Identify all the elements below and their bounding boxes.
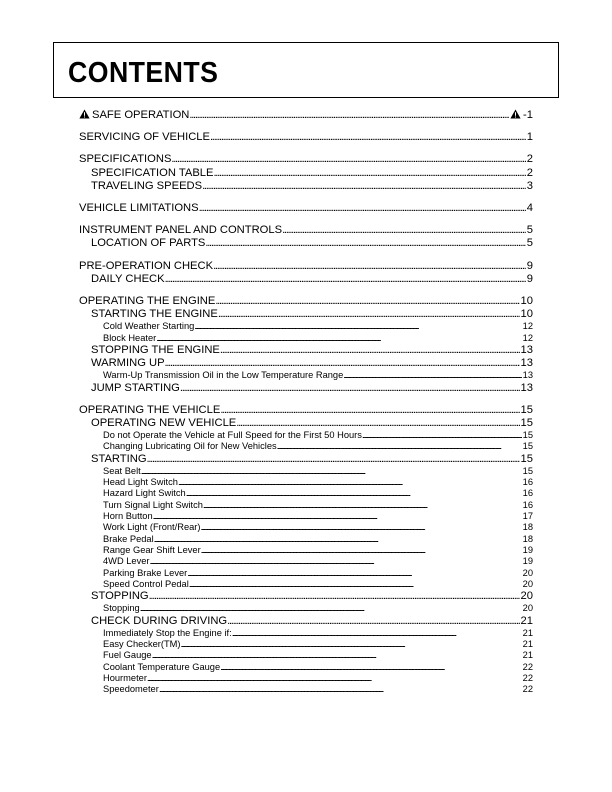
toc-entry-page-number: -1: [523, 109, 533, 121]
toc-entry-text: STOPPING THE ENGINE: [91, 343, 220, 356]
dot-leader: [189, 579, 522, 590]
toc-entry[interactable]: [79, 673, 533, 684]
toc-entry-page: [522, 650, 533, 661]
toc-entry-text: Changing Lubricating Oil for New Vehicles: [103, 441, 277, 452]
toc-entry-page: [522, 628, 533, 639]
dot-leader: [180, 382, 520, 395]
toc-entry-page: [520, 417, 533, 430]
dot-leader: [203, 500, 522, 511]
toc-entry-text: JUMP STARTING: [91, 381, 180, 394]
toc-entry[interactable]: [79, 109, 533, 122]
toc-entry[interactable]: [79, 224, 533, 237]
toc-entry-page-number: 9: [526, 272, 533, 285]
toc-entry[interactable]: [79, 295, 533, 308]
dot-leader: [153, 511, 522, 522]
toc-entry-page-number: 5: [526, 237, 533, 250]
toc-entry[interactable]: [79, 639, 533, 650]
toc-entry-label: [91, 417, 236, 430]
toc-entry-page-number: 22: [522, 661, 533, 672]
toc-entry[interactable]: [79, 180, 533, 193]
dot-leader: [277, 441, 522, 452]
toc-entry-label: [103, 534, 154, 545]
toc-entry-page: [522, 579, 533, 590]
toc-entry[interactable]: [79, 153, 533, 166]
toc-entry-label: [103, 603, 140, 614]
toc-entry-page-number: 22: [522, 672, 533, 683]
dot-leader: [282, 224, 526, 237]
toc-entry-text: Horn Button: [103, 511, 153, 522]
toc-entry-page-number: 13: [520, 381, 533, 394]
toc-entry[interactable]: [79, 684, 533, 695]
dot-leader: [220, 344, 520, 357]
toc-entry-text: Speedometer: [103, 684, 159, 695]
toc-entry-page: [526, 260, 533, 273]
toc-entry-text: OPERATING NEW VEHICLE: [91, 416, 237, 429]
toc-entry[interactable]: [79, 579, 533, 590]
dot-leader: [213, 167, 525, 180]
toc-entry-page-number: 2: [526, 166, 533, 179]
toc-entry-page-number: 15: [522, 430, 533, 441]
toc-entry-page-number: 15: [522, 441, 533, 452]
toc-entry-page-number: 17: [522, 511, 533, 522]
toc-entry-page: [522, 370, 533, 381]
toc-entry-text: STARTING THE ENGINE: [91, 308, 218, 321]
toc-entry-page: [526, 167, 533, 180]
toc-entry-page-number: 19: [522, 556, 533, 567]
toc-entry-page-number: 20: [522, 603, 533, 614]
toc-entry-page: [522, 534, 533, 545]
dot-leader: [210, 131, 526, 144]
toc-entry-page: [522, 511, 533, 522]
toc-entry-page: [526, 273, 533, 286]
toc-entry[interactable]: [79, 568, 533, 579]
toc-entry-page-number: 19: [522, 544, 533, 555]
toc-entry-page: [520, 295, 533, 308]
toc-entry-page: [526, 224, 533, 237]
toc-entry-page-number: 21: [522, 650, 533, 661]
toc-entry-label: [91, 273, 165, 286]
dot-leader: [205, 237, 525, 250]
toc-entry-page-number: 15: [522, 465, 533, 476]
toc-entry-text: LOCATION OF PARTS: [91, 237, 206, 250]
toc-entry-text: Seat Belt: [103, 465, 141, 476]
toc-entry-text: STARTING: [91, 452, 147, 465]
toc-entry[interactable]: [79, 628, 533, 639]
warning-triangle-icon: [510, 109, 521, 119]
dot-leader: [236, 417, 519, 430]
dot-leader: [232, 628, 522, 639]
dot-leader: [215, 295, 519, 308]
toc-entry-text: CHECK DURING DRIVING: [91, 614, 228, 627]
toc-entry-page: [526, 202, 533, 215]
dot-leader: [227, 615, 519, 628]
toc-entry[interactable]: [79, 430, 533, 441]
toc-entry[interactable]: [79, 404, 533, 417]
toc-entry-page-number: 20: [522, 578, 533, 589]
toc-entry-page-number: 20: [522, 567, 533, 578]
toc-entry-page-number: 18: [522, 533, 533, 544]
toc-entry-page: [526, 180, 533, 193]
toc-entry-page: [520, 404, 533, 417]
toc-entry-text: TRAVELING SPEEDS: [91, 179, 203, 192]
toc-entry-page: [520, 344, 533, 357]
toc-entry-text: Turn Signal Light Switch: [103, 499, 203, 510]
toc-entry-label: [103, 441, 277, 452]
toc-entry-page: [522, 488, 533, 499]
toc-entry-text: SERVICING OF VEHICLE: [79, 131, 210, 144]
toc-entry-label: [79, 260, 213, 273]
toc-entry-page-number: 12: [522, 321, 533, 332]
toc-entry-page-number: 15: [520, 452, 533, 465]
toc-entry-label: [103, 650, 152, 661]
toc-entry-page-number: 16: [522, 477, 533, 488]
toc-entry-label: [103, 579, 189, 590]
toc-entry-page: [520, 453, 533, 466]
toc-entry-text: Parking Brake Lever: [103, 567, 188, 578]
toc-entry-page-number: 21: [522, 639, 533, 650]
toc-entry-label: [91, 308, 218, 321]
toc-entry-page-number: 4: [526, 201, 533, 214]
toc-entry-text: WARMING UP: [91, 357, 165, 370]
toc-entry-text: STOPPING: [91, 590, 149, 603]
toc-entry-text: INSTRUMENT PANEL AND CONTROLS: [79, 224, 283, 237]
toc-entry-page: [526, 153, 533, 166]
dot-leader: [189, 109, 509, 122]
toc-entry-page: [522, 684, 533, 695]
toc-entry-page: [522, 321, 533, 332]
toc-entry-page-number: 22: [522, 684, 533, 695]
toc-entry-label: [91, 237, 205, 250]
toc-entry-label: [79, 131, 210, 144]
toc-entry-label: [91, 344, 220, 357]
toc-entry-label: [79, 224, 282, 237]
toc-entry-text: OPERATING THE ENGINE: [79, 294, 216, 307]
title-box: [53, 42, 559, 98]
dot-leader: [181, 639, 522, 650]
toc-entry-label: [103, 500, 203, 511]
toc-entry-page-number: 12: [522, 332, 533, 343]
toc-entry[interactable]: [79, 321, 533, 332]
toc-entry-text: Warm-Up Transmission Oil in the Low Temperature Range: [103, 370, 344, 381]
toc-entry-page: [526, 131, 533, 144]
toc-entry-text: OPERATING THE VEHICLE: [79, 403, 221, 416]
toc-entry-text: Coolant Temperature Gauge: [103, 661, 221, 672]
dot-leader: [147, 453, 520, 466]
toc-entry-page: [522, 466, 533, 477]
dot-leader: [186, 488, 522, 499]
toc-entry-label: [79, 153, 171, 166]
toc-entry-label: [103, 545, 201, 556]
toc-entry[interactable]: [79, 370, 533, 381]
dot-leader: [149, 590, 520, 603]
dot-leader: [343, 370, 521, 381]
toc-entry-page-number: 1: [526, 131, 533, 144]
toc-entry-page-number: 15: [520, 403, 533, 416]
dot-leader: [156, 333, 521, 344]
toc-entry[interactable]: [79, 511, 533, 522]
toc-entry-text: VEHICLE LIMITATIONS: [79, 201, 199, 214]
toc-entry-label: [103, 430, 362, 441]
toc-entry-text: Do not Operate the Vehicle at Full Speed for the First 50 Hours: [103, 430, 362, 441]
toc-entry-page: [522, 333, 533, 344]
toc-entry[interactable]: [79, 590, 533, 603]
toc-entry-page: [520, 590, 533, 603]
page-title: CONTENTS: [68, 57, 219, 89]
toc-entry-label: [79, 404, 220, 417]
toc-entry-page-number: 18: [522, 522, 533, 533]
toc-entry-text: Hourmeter: [103, 672, 147, 683]
toc-entry-page-number: 21: [522, 627, 533, 638]
toc-entry-label: [103, 511, 153, 522]
toc-entry-label: [79, 109, 189, 122]
toc-entry-text: Easy Checker(TM): [103, 639, 181, 650]
toc-entry-page: [520, 382, 533, 395]
toc-entry-page: [520, 308, 533, 321]
toc-entry-label: [103, 628, 232, 639]
toc-entry-page: [522, 477, 533, 488]
toc-entry-text: Stopping: [103, 603, 140, 614]
toc-entry-text: Block Heater: [103, 332, 157, 343]
toc-entry-label: [103, 488, 186, 499]
toc-entry[interactable]: [79, 466, 533, 477]
toc-entry-text: Head Light Switch: [103, 477, 178, 488]
toc-entry-text: PRE-OPERATION CHECK: [79, 259, 214, 272]
toc-entry[interactable]: [79, 441, 533, 452]
toc-entry-label: [91, 615, 227, 628]
dot-leader: [218, 308, 520, 321]
toc-entry-page-number: 9: [526, 259, 533, 272]
toc-entry-page: [522, 673, 533, 684]
dot-leader: [199, 202, 526, 215]
toc-entry-page-number: 16: [522, 488, 533, 499]
dot-leader: [201, 545, 522, 556]
dot-leader: [220, 404, 519, 417]
toc-entry-text: Brake Pedal: [103, 533, 154, 544]
dot-leader: [147, 673, 522, 684]
dot-leader: [152, 650, 522, 661]
toc-entry-text: Work Light (Front/Rear): [103, 522, 201, 533]
toc-entry-text: Cold Weather Starting: [103, 321, 195, 332]
toc-entry-page: [522, 568, 533, 579]
toc-entry-page: [520, 615, 533, 628]
toc-entry-page: [526, 237, 533, 250]
toc-entry-text: Immediately Stop the Engine if:: [103, 627, 232, 638]
toc-entry-page: [520, 357, 533, 370]
toc-entry-label: [103, 522, 200, 533]
toc-entry-label: [103, 321, 194, 332]
toc-entry[interactable]: [79, 650, 533, 661]
toc-entry-label: [103, 673, 147, 684]
toc-entry-page-number: 21: [520, 614, 533, 627]
toc-entry[interactable]: [79, 131, 533, 144]
toc-entry[interactable]: [79, 662, 533, 673]
toc-entry[interactable]: [79, 260, 533, 273]
toc-entry-text: Speed Control Pedal: [103, 578, 189, 589]
toc-entry-label: [103, 333, 156, 344]
toc-entry-text: 4WD Lever: [103, 556, 150, 567]
toc-entry-page: [522, 556, 533, 567]
toc-entry-text: Range Gear Shift Lever: [103, 544, 201, 555]
toc-entry[interactable]: [79, 344, 533, 357]
dot-leader: [171, 153, 525, 166]
toc-entry[interactable]: [79, 615, 533, 628]
toc-entry-page: [522, 639, 533, 650]
toc-entry-label: [103, 568, 187, 579]
table-of-contents: [79, 109, 533, 696]
toc-entry[interactable]: [79, 382, 533, 395]
toc-entry-label: [103, 684, 159, 695]
toc-entry[interactable]: [79, 453, 533, 466]
dot-leader: [213, 260, 526, 273]
dot-leader: [194, 321, 521, 332]
toc-entry-text: Hazard Light Switch: [103, 488, 186, 499]
dot-leader: [200, 522, 521, 533]
toc-entry-page-number: 13: [520, 343, 533, 356]
dot-leader: [165, 273, 526, 286]
toc-entry[interactable]: [79, 534, 533, 545]
dot-leader: [220, 662, 522, 673]
toc-entry-page: [522, 662, 533, 673]
toc-entry[interactable]: [79, 273, 533, 286]
toc-entry-label: [91, 590, 149, 603]
dot-leader: [140, 603, 522, 614]
toc-entry-page-number: 3: [526, 179, 533, 192]
toc-entry-label: [103, 466, 141, 477]
toc-entry-page-number: 2: [526, 153, 533, 166]
dot-leader: [202, 180, 526, 193]
toc-entry-label: [91, 357, 165, 370]
toc-entry-page-number: 13: [520, 357, 533, 370]
warning-triangle-icon: [79, 109, 90, 119]
toc-entry[interactable]: [79, 417, 533, 430]
toc-entry-page-number: 16: [522, 499, 533, 510]
toc-entry[interactable]: [79, 477, 533, 488]
toc-entry[interactable]: [79, 488, 533, 499]
toc-entry-page-number: 13: [522, 370, 533, 381]
toc-entry-text: SPECIFICATIONS: [79, 153, 172, 166]
toc-entry-label: [91, 167, 213, 180]
toc-entry[interactable]: [79, 545, 533, 556]
toc-entry[interactable]: [79, 357, 533, 370]
toc-entry[interactable]: [79, 333, 533, 344]
toc-entry[interactable]: [79, 237, 533, 250]
toc-entry-text: SPECIFICATION TABLE: [91, 166, 214, 179]
toc-entry-label: [103, 477, 178, 488]
toc-entry-page: [522, 441, 533, 452]
toc-entry-page-number: 10: [520, 308, 533, 321]
toc-entry-page: [522, 500, 533, 511]
dot-leader: [150, 556, 522, 567]
dot-leader: [159, 684, 522, 695]
toc-entry-label: [91, 180, 202, 193]
toc-entry-label: [103, 370, 343, 381]
toc-entry-text: Fuel Gauge: [103, 650, 152, 661]
toc-entry[interactable]: [79, 167, 533, 180]
toc-entry-label: [79, 202, 199, 215]
toc-entry[interactable]: [79, 500, 533, 511]
toc-entry-page-number: 10: [520, 294, 533, 307]
toc-entry-page: [522, 545, 533, 556]
toc-entry[interactable]: [79, 202, 533, 215]
toc-entry[interactable]: [79, 603, 533, 614]
toc-entry-page-number: 15: [520, 416, 533, 429]
toc-entry-label: [79, 295, 215, 308]
toc-entry-page-number: 5: [526, 224, 533, 237]
dot-leader: [362, 430, 522, 441]
toc-entry-text: DAILY CHECK: [91, 272, 165, 285]
toc-entry[interactable]: [79, 522, 533, 533]
toc-entry-text: SAFE OPERATION: [92, 109, 190, 121]
dot-leader: [178, 477, 522, 488]
dot-leader: [141, 466, 522, 477]
dot-leader: [187, 568, 521, 579]
toc-entry[interactable]: [79, 308, 533, 321]
toc-entry-label: [103, 639, 181, 650]
toc-entry[interactable]: [79, 556, 533, 567]
toc-entry-label: [103, 662, 220, 673]
toc-entry-page: [509, 109, 533, 122]
toc-entry-page: [522, 603, 533, 614]
toc-entry-page: [522, 522, 533, 533]
dot-leader: [165, 357, 520, 370]
dot-leader: [154, 534, 522, 545]
toc-entry-label: [91, 382, 180, 395]
toc-entry-page-number: 20: [520, 590, 533, 603]
toc-entry-label: [91, 453, 147, 466]
toc-entry-page: [522, 430, 533, 441]
toc-entry-label: [103, 556, 150, 567]
